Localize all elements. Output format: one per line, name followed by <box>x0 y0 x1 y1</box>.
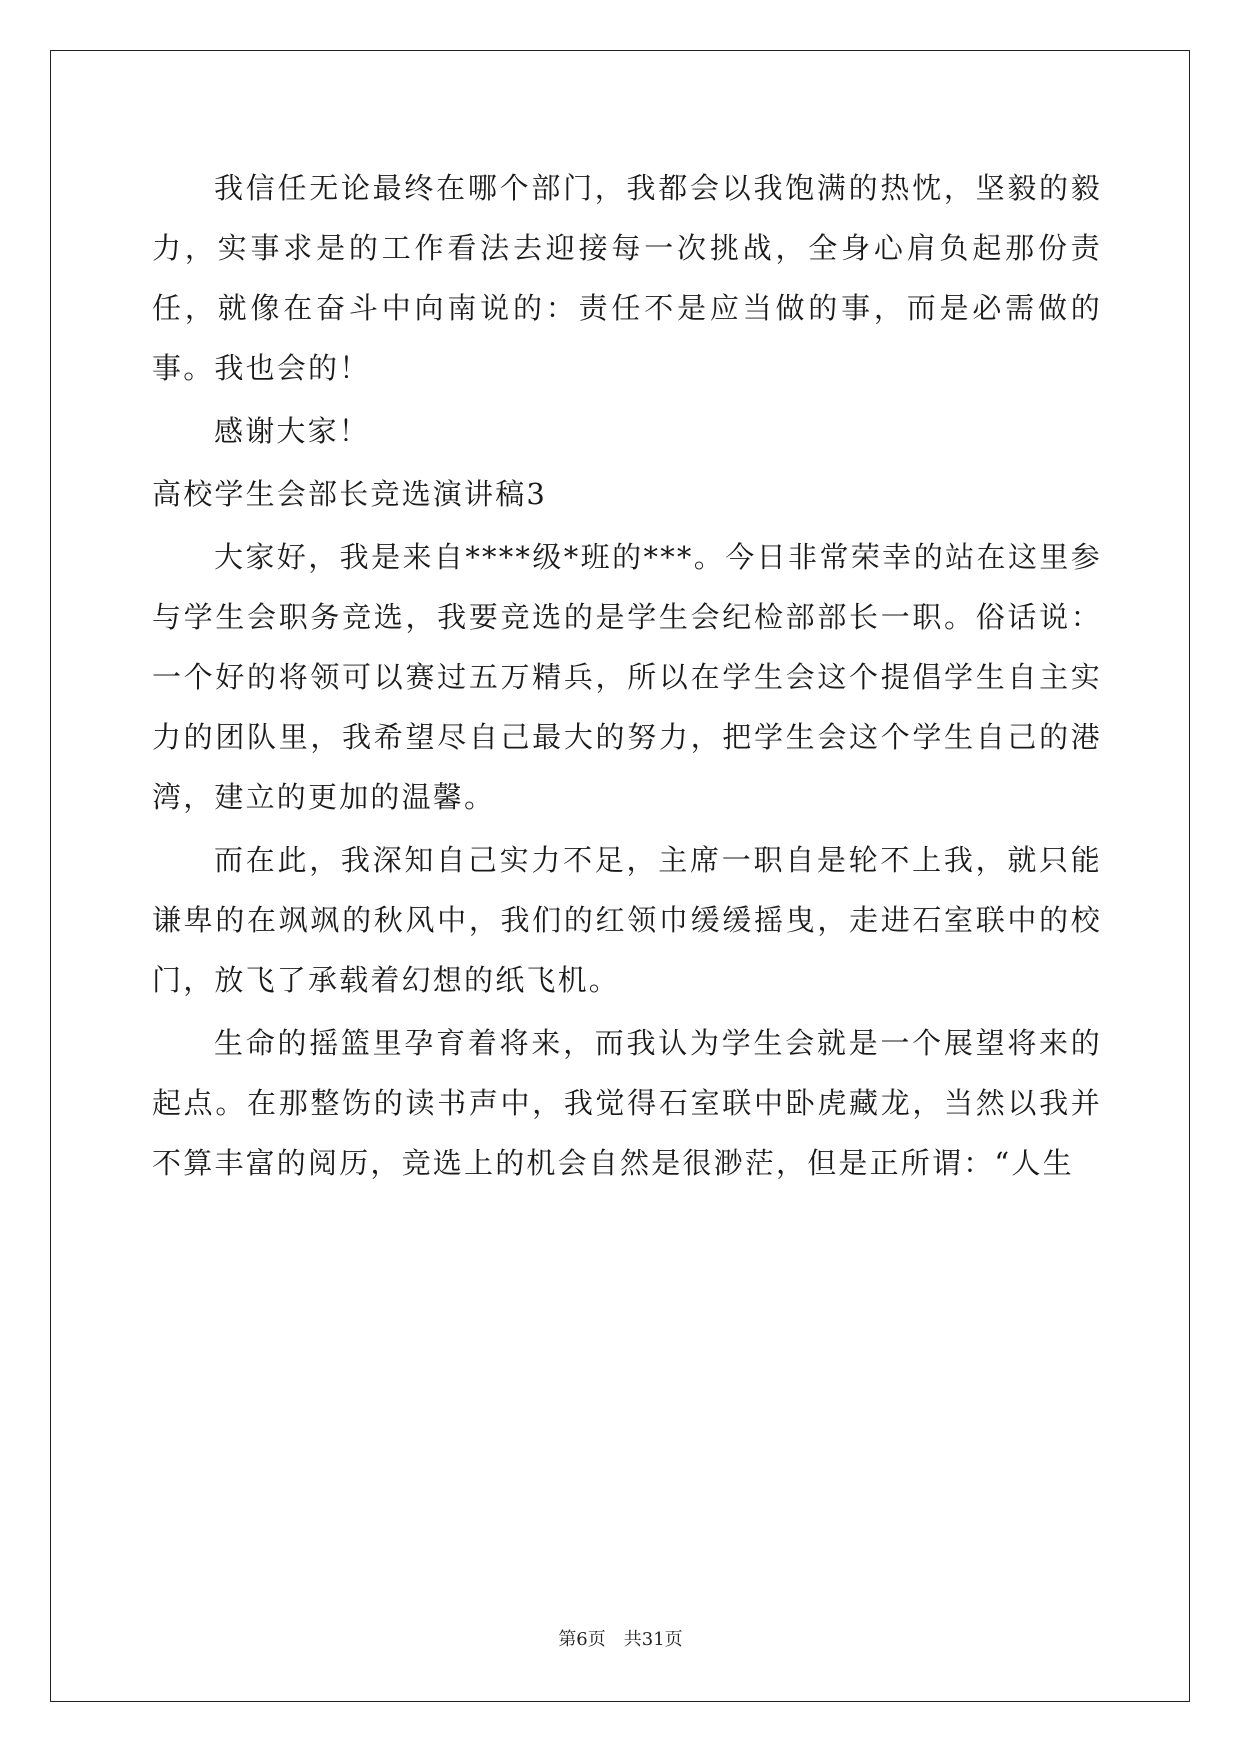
paragraph: 大家好，我是来自****级*班的***。今日非常荣幸的站在这里参与学生会职务竞选，我要竞选的是学生会纪检部部长一职。俗话说：一个好的将领可以赛过五万精兵，所以在学生会这个提倡学生自主实力的团队里，我希望尽自己最大的努力，把学生会这个学生自己的港湾，建立的更加的温馨。 <box>152 540 1102 814</box>
page-number-footer: 第6页 共31页 <box>558 1629 683 1650</box>
paragraph: 生命的摇篮里孕育着将来，而我认为学生会就是一个展望将来的起点。在那整饬的读书声中，我觉得石室联中卧虎藏龙，当然以我并不算丰富的阅历，竞选上的机会自然是很渺茫，但是正所谓：“人生 <box>152 1026 1102 1180</box>
paragraph: 而在此，我深知自己实力不足，主席一职自是轮不上我，就只能谦卑的在飒飒的秋风中，我们的红领巾缓缓摇曳，走进石室联中的校门，放飞了承载着幻想的纸飞机。 <box>152 843 1102 997</box>
paragraph: 感谢大家！ <box>214 414 371 448</box>
section-heading: 高校学生会部长竞选演讲稿3 <box>152 477 548 511</box>
paragraph: 我信任无论最终在哪个部门，我都会以我饱满的热忱，坚毅的毅力，实事求是的工作看法去迎接每一次挑战，全身心肩负起那份责任，就像在奋斗中向南说的：责任不是应当做的事，而是必需做的事。我也会的！ <box>152 171 1102 385</box>
document-body <box>152 158 1102 1196</box>
